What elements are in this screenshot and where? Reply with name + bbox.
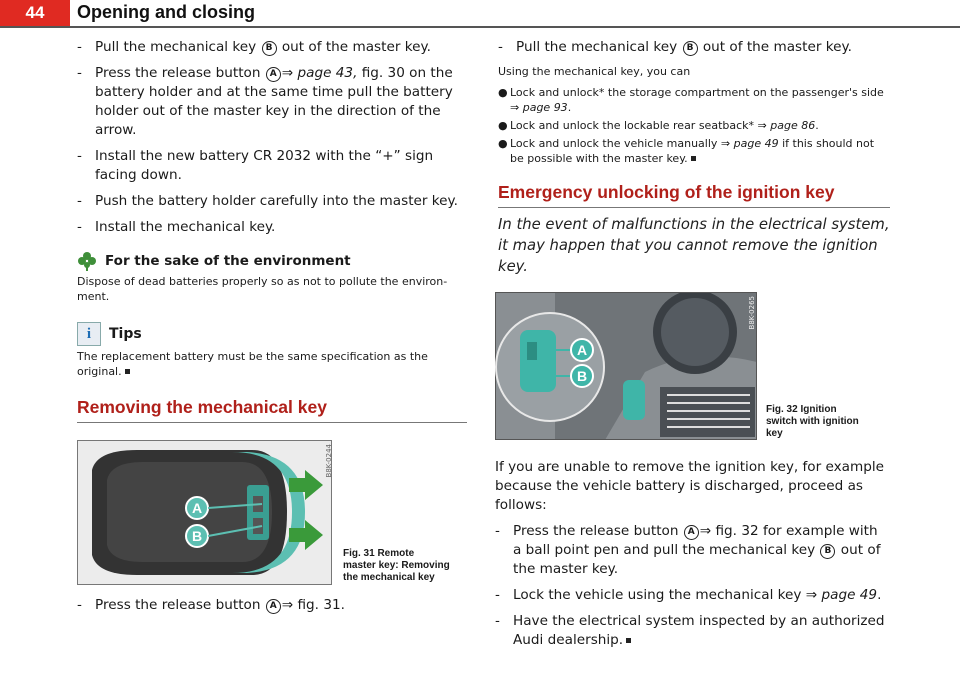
badge-a: A <box>684 525 699 540</box>
fig32-label-b: B <box>576 368 588 384</box>
environment-heading: For the sake of the environment <box>77 251 467 271</box>
header-divider <box>0 26 960 28</box>
step-item: - Push the battery holder carefully into the master key. <box>77 193 458 209</box>
section-title: Opening and closing <box>77 2 256 22</box>
step-item: - Lock the vehicle using the mechanical key ⇒ page 49. <box>495 587 882 603</box>
page-ref-link[interactable]: page 49 <box>733 137 779 150</box>
leaf-icon <box>77 251 97 271</box>
badge-a: A <box>266 67 281 82</box>
figure-code: B8K-0244 <box>325 444 333 478</box>
fig31-label-b: B <box>191 528 203 544</box>
end-mark-icon <box>691 156 696 161</box>
ref-arrow-icon: ⇒ <box>281 65 294 81</box>
page-header <box>0 0 960 28</box>
step-item: - Install the new battery CR 2032 with the “+” sign facing down. <box>77 148 434 183</box>
page-ref-link[interactable]: page 43, <box>297 65 358 81</box>
section-heading-mechanical-key: Removing the mechanical key <box>77 397 467 423</box>
end-mark-icon <box>125 369 130 374</box>
page-number: 44 <box>0 0 70 26</box>
page-ref-link[interactable]: page 86 <box>770 119 816 132</box>
step-item: - Press the release button A ⇒ page 43, fig. 30 on the battery holder and at the same time pull the battery holder out of the master key in the direction of the arrow. <box>77 65 453 138</box>
figure-31 <box>77 440 332 585</box>
figure-31-caption: Fig. 31 Remote master key: Removing the mechanical key <box>343 548 450 583</box>
fig32-label-a: A <box>576 342 588 358</box>
step-item: - Pull the mechanical key B out of the master key. <box>498 39 852 55</box>
section-heading-emergency-unlocking: Emergency unlocking of the ignition key <box>498 182 890 208</box>
figure-code: B8K-0265 <box>748 296 756 330</box>
uses-intro: Using the mechanical key, you can <box>498 65 691 78</box>
tips-heading: i Tips <box>77 322 467 346</box>
mechanical-key-uses <box>498 64 890 166</box>
emergency-procedure <box>495 458 890 657</box>
right-column <box>498 38 890 277</box>
list-item: ● Lock and unlock the lockable rear seatback* ⇒ page 86. <box>498 119 819 132</box>
fig31-label-a: A <box>191 500 203 516</box>
step-item: - Install the mechanical key. <box>77 219 276 235</box>
figure-32 <box>495 292 757 440</box>
info-icon: i <box>77 322 101 346</box>
remote-key-illustration <box>77 440 332 585</box>
page-ref-link[interactable]: page 93 <box>522 101 568 114</box>
step-item: - Have the electrical system inspected by an authorized Audi dealership. <box>495 613 885 648</box>
procedure-intro: If you are unable to remove the ignition key, for example because the vehicle battery is discharged, proceed as follows: <box>495 459 885 513</box>
step-item: - Pull the mechanical key B out of the master key. <box>77 39 431 55</box>
tips-text: The replacement battery must be the same specification as the original. <box>77 350 428 378</box>
step-item: - Press the release button A ⇒ fig. 31. <box>77 597 345 613</box>
end-mark-icon <box>626 638 631 643</box>
page-ref-link[interactable]: page 49 <box>821 587 878 603</box>
left-column <box>77 38 467 423</box>
environment-text: Dispose of dead batteries properly so as not to pollute the environ-ment. <box>77 275 448 303</box>
step-item: - Press the release button A ⇒ fig. 32 for example with a ball point pen and pull the mechanical key B out of the master key. <box>495 523 881 577</box>
badge-b: B <box>262 41 277 56</box>
badge-b: B <box>820 544 835 559</box>
list-item: ● Lock and unlock the vehicle manually ⇒ page 49 if this should not be possible with the master key. <box>498 137 875 165</box>
list-item: ● Lock and unlock* the storage compartment on the passenger's side ⇒ page 93. <box>498 86 884 114</box>
ignition-switch-illustration <box>495 292 757 440</box>
figure-32-caption: Fig. 32 Ignition switch with ignition key <box>766 404 859 439</box>
badge-a: A <box>266 599 281 614</box>
ref-arrow-icon: ⇒ <box>281 597 294 613</box>
section-intro: In the event of malfunctions in the electrical system, it may happen that you cannot remove the ignition key. <box>498 216 890 275</box>
badge-b: B <box>683 41 698 56</box>
